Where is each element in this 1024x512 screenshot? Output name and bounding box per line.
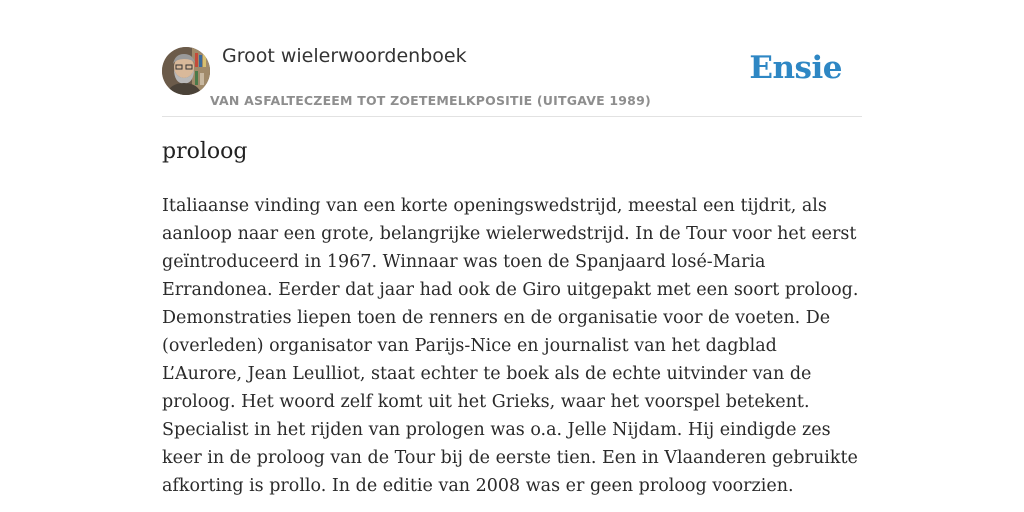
book-subtitle: VAN ASFALTECZEEM TOT ZOETEMELKPOSITIE (UITGAVE 1989) <box>210 93 651 108</box>
entry-definition: Italiaanse vinding van een korte openingswedstrijd, meestal een tijdrit, als aanloop naar een grote, belangrijke wielerwedstrijd. In de Tour voor het eerst geïntroduceerd in 1967. Winnaar was toen de Spanjaard losé-Maria Errandonea. Eerder dat jaar had ook de Giro uitgepakt met een soort proloog. Demonstraties liepen toen de renners en de organisatie voor de voeten. De (overleden) organisator van Parijs-Nice en journalist van het dagblad L’Aurore, Jean Leulliot, staat echter te boek als de echte uitvinder van de proloog. Het woord zelf komt uit het Grieks, waar het voorspel betekent. Specialist in het rijden van prologen was o.a. Jelle Nijdam. Hij eindigde zes keer in de proloog van de Tour bij de eerste tien. Een in Vlaanderen gebruikte afkorting is prollo. In de editie van 2008 was er geen proloog voorzien. <box>162 196 859 496</box>
entry-header <box>162 0 862 117</box>
author-avatar[interactable] <box>162 47 210 95</box>
entry-card <box>162 0 862 512</box>
book-title[interactable]: Groot wielerwoordenboek <box>222 45 467 67</box>
entry-term: proloog <box>162 139 248 164</box>
brand-logo[interactable]: Ensie <box>749 50 842 86</box>
author-portrait-icon <box>162 47 210 95</box>
